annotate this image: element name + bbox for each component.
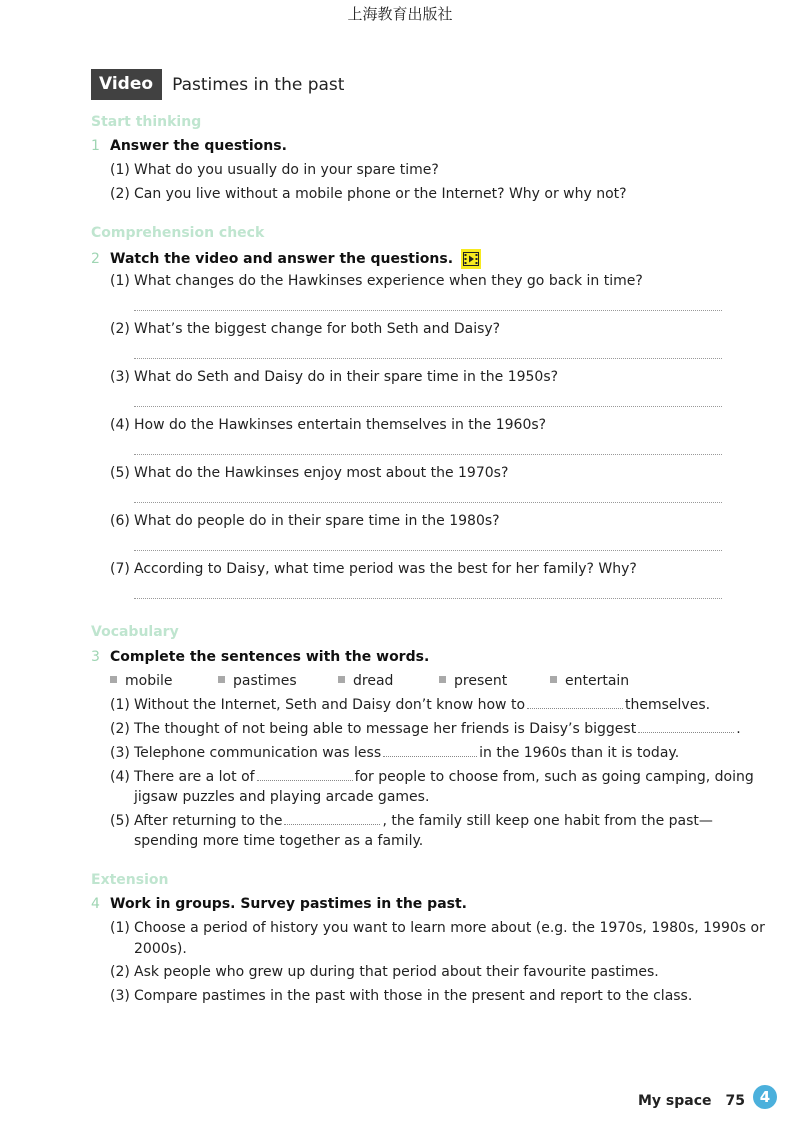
sentence-text: themselves. — [625, 697, 711, 713]
question-item — [110, 369, 558, 385]
sentence-continuation: jigsaw puzzles and playing arcade games. — [134, 789, 430, 805]
sentence-item — [110, 720, 741, 737]
question-text: What do Seth and Daisy do in their spare time in the 1950s? — [134, 369, 559, 385]
word-bank-item — [110, 673, 172, 689]
sentence-text: . — [736, 721, 741, 737]
question-text: What changes do the Hawkinses experience when they go back in time? — [134, 273, 643, 289]
video-play-icon[interactable] — [461, 249, 481, 269]
sentence-item — [110, 744, 679, 761]
question-item — [110, 465, 508, 481]
question-number: (1) — [110, 162, 130, 178]
question-text: According to Daisy, what time period was the best for her family? Why? — [134, 561, 637, 577]
question-number: (3) — [110, 369, 130, 385]
item-number: (3) — [110, 988, 130, 1004]
task-instruction: Work in groups. Survey pastimes in the past. — [110, 896, 467, 912]
page-footer — [638, 1088, 777, 1109]
sentence-text: Telephone communication was less — [134, 745, 382, 761]
extension-item — [110, 964, 659, 980]
answer-line[interactable] — [134, 358, 722, 359]
question-text: What do you usually do in your spare time? — [134, 162, 439, 178]
sentence-text: in the 1960s than it is today. — [479, 745, 680, 761]
question-item — [110, 273, 643, 289]
extension-heading: Extension — [91, 872, 169, 888]
task-1 — [91, 138, 287, 154]
answer-line[interactable] — [134, 406, 722, 407]
comprehension-heading: Comprehension check — [91, 225, 265, 241]
word-text: pastimes — [233, 673, 297, 689]
question-number: (6) — [110, 513, 130, 529]
word-text: present — [454, 673, 508, 689]
question-item — [110, 417, 546, 433]
bullet-square-icon — [218, 676, 225, 683]
question-text: Can you live without a mobile phone or the Internet? Why or why not? — [134, 186, 627, 202]
sentence-number: (3) — [110, 745, 130, 761]
section-header — [91, 69, 344, 100]
task-instruction: Answer the questions. — [110, 138, 287, 154]
word-text: mobile — [125, 673, 173, 689]
video-tag: Video — [91, 69, 162, 100]
word-bank-item — [338, 673, 393, 689]
extension-item — [110, 988, 692, 1004]
sentence-item — [110, 768, 754, 785]
footer-label: My space — [638, 1093, 712, 1109]
question-text: What’s the biggest change for both Seth and Daisy? — [134, 321, 501, 337]
task-number: 2 — [91, 251, 100, 267]
sentence-text: The thought of not being able to message her friends is Daisy’s biggest — [134, 721, 637, 737]
sentence-item — [110, 696, 710, 713]
word-bank-item — [439, 673, 507, 689]
sentence-text: There are a lot of — [134, 769, 255, 785]
start-thinking-heading: Start thinking — [91, 114, 202, 130]
task-instruction: Watch the video and answer the questions. — [110, 251, 454, 267]
sentence-number: (4) — [110, 769, 130, 785]
answer-line[interactable] — [134, 598, 722, 599]
question-item — [110, 186, 627, 202]
item-text: Choose a period of history you want to learn more about (e.g. the 1970s, 1980s, 1990s or — [134, 920, 765, 936]
bullet-square-icon — [439, 676, 446, 683]
extension-item — [110, 920, 765, 936]
fill-in-blank[interactable] — [257, 768, 353, 781]
sentence-number: (2) — [110, 721, 130, 737]
sentence-number: (1) — [110, 697, 130, 713]
item-number: (1) — [110, 920, 130, 936]
question-number: (2) — [110, 321, 130, 337]
task-number: 3 — [91, 649, 100, 665]
page-title: Pastimes in the past — [172, 74, 345, 95]
task-4 — [91, 896, 467, 912]
answer-line[interactable] — [134, 502, 722, 503]
task-number: 1 — [91, 138, 100, 154]
item-text: Compare pastimes in the past with those in the present and report to the class. — [134, 988, 693, 1004]
question-number: (4) — [110, 417, 130, 433]
item-continuation: 2000s). — [134, 941, 187, 957]
sentence-text: Without the Internet, Seth and Daisy don’t know how to — [134, 697, 526, 713]
question-number: (1) — [110, 273, 130, 289]
question-text: What do the Hawkinses enjoy most about the 1970s? — [134, 465, 509, 481]
sentence-text: After returning to the — [134, 813, 283, 829]
question-item — [110, 561, 637, 577]
task-2 — [91, 249, 481, 269]
publisher-name: 上海教育出版社 — [347, 5, 453, 23]
fill-in-blank[interactable] — [284, 812, 380, 825]
question-number: (2) — [110, 186, 130, 202]
question-item — [110, 162, 439, 178]
task-number: 4 — [91, 896, 100, 912]
fill-in-blank[interactable] — [527, 696, 623, 709]
question-text: What do people do in their spare time in the 1980s? — [134, 513, 500, 529]
word-text: entertain — [565, 673, 630, 689]
bullet-square-icon — [338, 676, 345, 683]
answer-line[interactable] — [134, 454, 722, 455]
item-text: Ask people who grew up during that period about their favourite pastimes. — [134, 964, 659, 980]
sentence-continuation: spending more time together as a family. — [134, 833, 424, 849]
sentence-text: for people to choose from, such as going camping, doing — [354, 769, 754, 785]
bullet-square-icon — [110, 676, 117, 683]
question-number: (7) — [110, 561, 130, 577]
sentence-number: (5) — [110, 813, 130, 829]
sentence-item — [110, 812, 713, 829]
word-bank-item — [218, 673, 297, 689]
task-3 — [91, 649, 429, 665]
vocabulary-heading: Vocabulary — [91, 624, 179, 640]
unit-badge: 4 — [753, 1085, 777, 1109]
fill-in-blank[interactable] — [638, 720, 734, 733]
question-item — [110, 513, 500, 529]
sentence-text: , the family still keep one habit from the past— — [382, 813, 713, 829]
question-number: (5) — [110, 465, 130, 481]
bullet-square-icon — [550, 676, 557, 683]
answer-line[interactable] — [134, 310, 722, 311]
page-number: 75 — [725, 1093, 746, 1109]
word-text: dread — [353, 673, 394, 689]
answer-line[interactable] — [134, 550, 722, 551]
word-bank-item — [550, 673, 629, 689]
task-instruction: Complete the sentences with the words. — [110, 649, 430, 665]
fill-in-blank[interactable] — [383, 744, 477, 757]
question-item — [110, 321, 500, 337]
item-number: (2) — [110, 964, 130, 980]
question-text: How do the Hawkinses entertain themselves in the 1960s? — [134, 417, 547, 433]
